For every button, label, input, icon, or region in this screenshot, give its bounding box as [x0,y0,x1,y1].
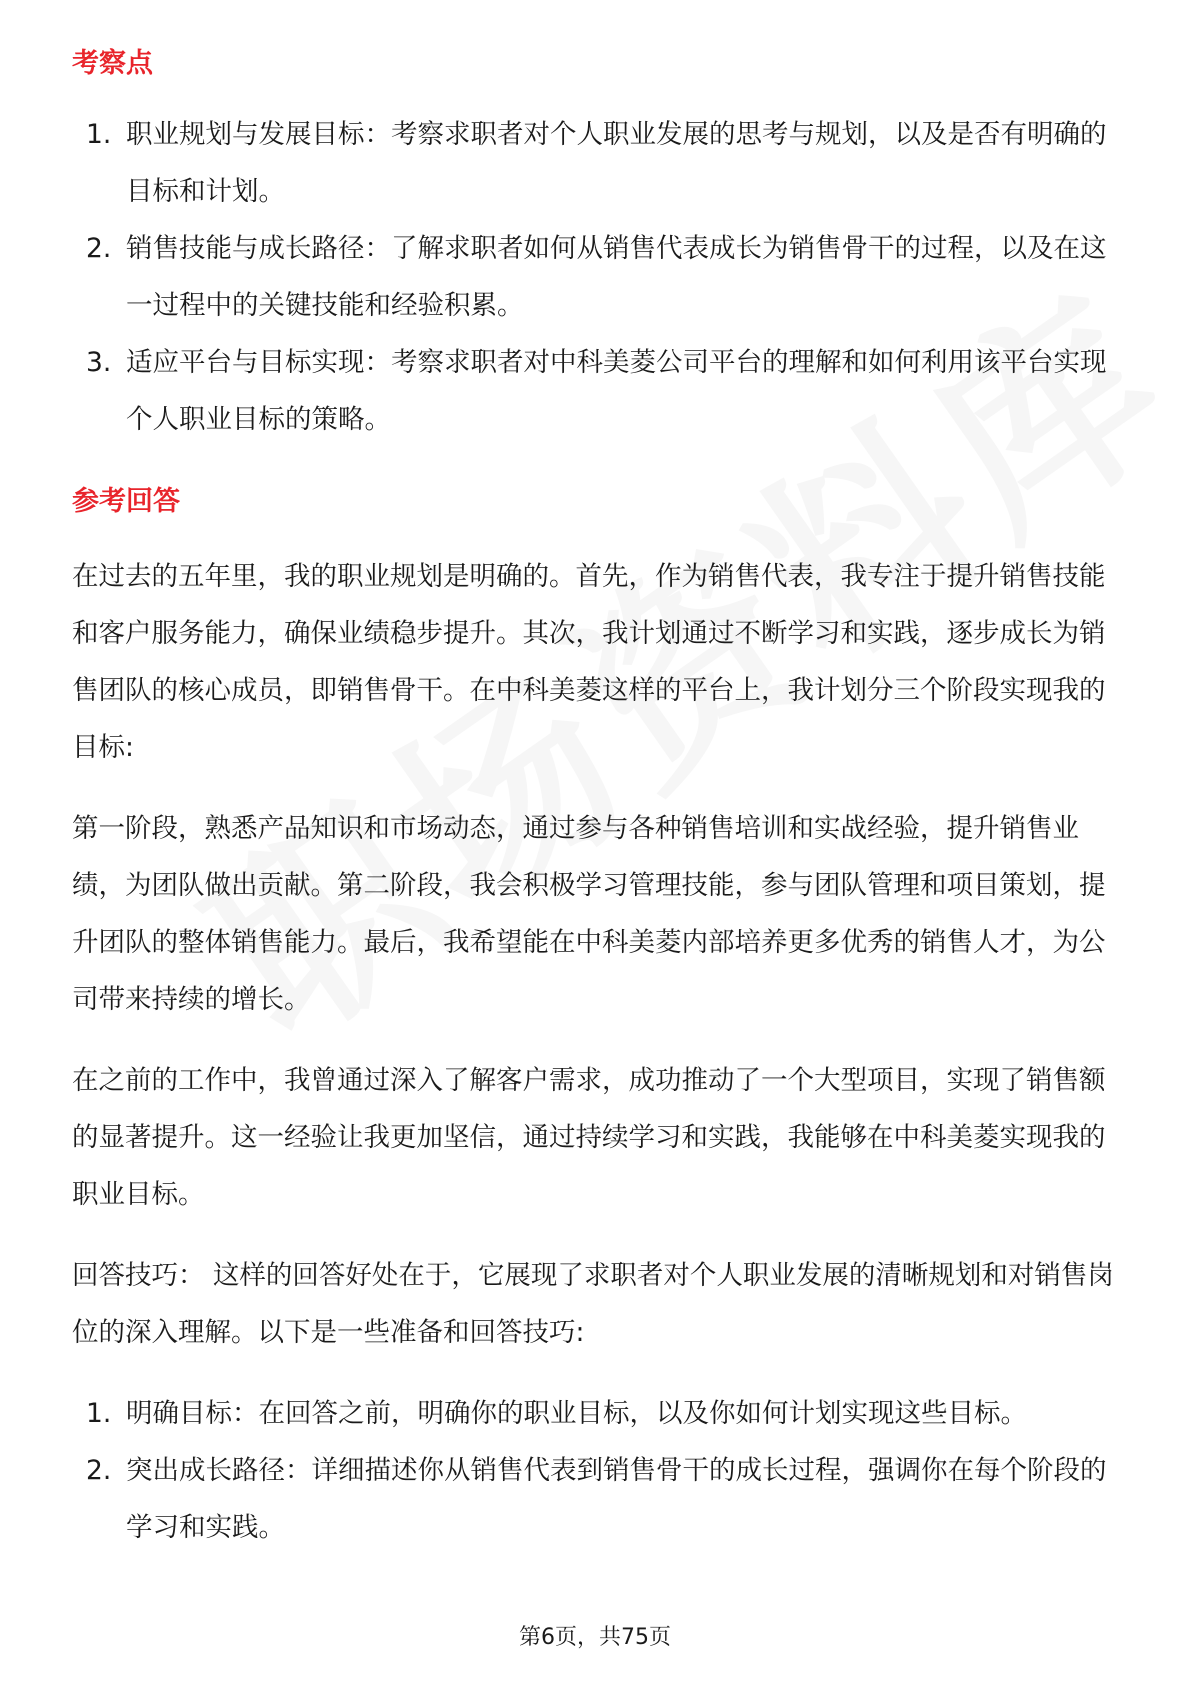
answer-paragraph: 第一阶段，熟悉产品知识和市场动态，通过参与各种销售培训和实战经验，提升销售业绩，为团队做出贡献。第二阶段，我会积极学习管理技能，参与团队管理和项目策划，提升团队的整体销售能力。最后，我希望能在中科美菱内部培养更多优秀的销售人才，为公司带来持续的增长。 [72,813,1106,1015]
list-number: 1. [86,1398,112,1429]
section-title-exam-points: 考察点 [72,48,153,79]
answer-paragraph: 在过去的五年里，我的职业规划是明确的。首先，作为销售代表，我专注于提升销售技能和客户服务能力，确保业绩稳步提升。其次，我计划通过不断学习和实践，逐步成长为销售团队的核心成员，即销售骨干。在中科美菱这样的平台上，我计划分三个阶段实现我的目标: [72,561,1106,763]
list-item-text: 销售技能与成长路径：了解求职者如何从销售代表成长为销售骨干的过程，以及在这一过程中的关键技能和经验积累。 [126,233,1107,321]
list-number: 2. [86,233,112,264]
list-number: 2. [86,1455,112,1486]
list-item [72,1442,1122,1556]
tips-list [72,1385,1122,1556]
answer-paragraph: 在之前的工作中，我曾通过深入了解客户需求，成功推动了一个大型项目，实现了销售额的显著提升。这一经验让我更加坚信，通过持续学习和实践，我能够在中科美菱实现我的职业目标。 [72,1065,1106,1210]
exam-points-list [72,106,1122,448]
list-number: 1. [86,119,112,150]
section-title-reference-answer: 参考回答 [72,486,180,517]
list-item [72,334,1122,448]
list-item-text: 突出成长路径：详细描述你从销售代表到销售骨干的成长过程，强调你在每个阶段的学习和实践。 [126,1455,1107,1543]
list-item-text: 适应平台与目标实现：考察求职者对中科美菱公司平台的理解和如何利用该平台实现个人职业目标的策略。 [126,347,1107,435]
tips-intro-paragraph: 回答技巧： 这样的回答好处在于，它展现了求职者对个人职业发展的清晰规划和对销售岗位的深入理解。以下是一些准备和回答技巧: [72,1260,1114,1348]
list-item [72,106,1122,220]
list-item-text: 明确目标：在回答之前，明确你的职业目标，以及你如何计划实现这些目标。 [126,1398,1027,1429]
page-number-footer: 第6页，共75页 [519,1625,671,1650]
list-item [72,220,1122,334]
list-item-text: 职业规划与发展目标：考察求职者对个人职业发展的思考与规划，以及是否有明确的目标和计划。 [126,119,1107,207]
list-item [72,1385,1122,1442]
list-number: 3. [86,347,112,378]
page-content [72,44,1122,1556]
